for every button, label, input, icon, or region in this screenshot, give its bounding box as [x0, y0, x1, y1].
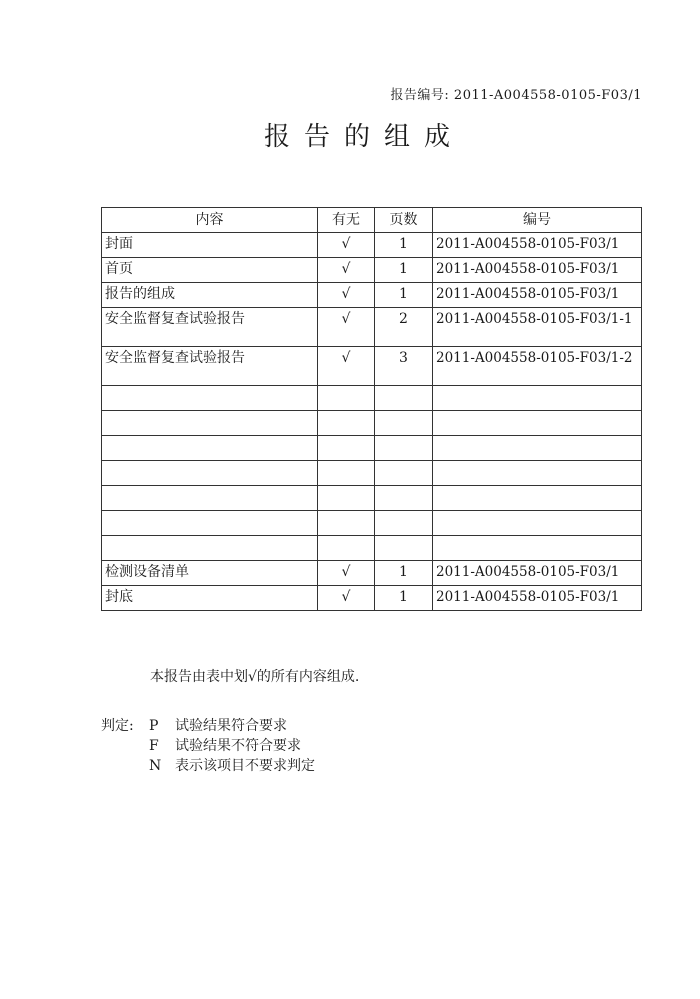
table-row	[102, 511, 642, 536]
cell-pages: 1	[375, 233, 433, 258]
cell-pages: 1	[375, 258, 433, 283]
cell-pages	[375, 461, 433, 486]
cell-code: 2011-A004558-0105-F03/1-1	[433, 308, 642, 347]
cell-content: 检测设备清单	[102, 561, 318, 586]
legend-row	[101, 756, 315, 776]
page-title: 报告的组成	[263, 122, 464, 152]
table-row	[102, 283, 642, 308]
table-row	[102, 561, 642, 586]
cell-pages: 2	[375, 308, 433, 347]
report-number-value: 2011-A004558-0105-F03/1	[453, 88, 642, 103]
cell-has: √	[318, 347, 375, 386]
cell-code	[433, 386, 642, 411]
cell-pages	[375, 411, 433, 436]
legend-label: 判定:	[101, 718, 134, 734]
cell-has	[318, 436, 375, 461]
cell-content	[102, 511, 318, 536]
table-header-row	[102, 208, 642, 233]
cell-pages: 1	[375, 586, 433, 611]
cell-pages	[375, 536, 433, 561]
cell-pages: 3	[375, 347, 433, 386]
cell-pages	[375, 436, 433, 461]
table-row	[102, 411, 642, 436]
cell-code: 2011-A004558-0105-F03/1	[433, 258, 642, 283]
table-row	[102, 308, 642, 347]
column-header-pages: 页数	[375, 208, 433, 233]
table-row	[102, 586, 642, 611]
cell-pages	[375, 486, 433, 511]
column-header-has: 有无	[318, 208, 375, 233]
cell-has: √	[318, 258, 375, 283]
table-row	[102, 233, 642, 258]
cell-pages	[375, 511, 433, 536]
cell-has: √	[318, 283, 375, 308]
legend-text: 试验结果符合要求	[175, 718, 287, 734]
cell-code	[433, 436, 642, 461]
cell-content	[102, 386, 318, 411]
cell-content: 首页	[102, 258, 318, 283]
table-row	[102, 386, 642, 411]
cell-has: √	[318, 561, 375, 586]
cell-has	[318, 486, 375, 511]
cell-has	[318, 536, 375, 561]
cell-code: 2011-A004558-0105-F03/1	[433, 283, 642, 308]
cell-code: 2011-A004558-0105-F03/1-2	[433, 347, 642, 386]
composition-note: 本报告由表中划√的所有内容组成.	[150, 669, 360, 685]
cell-pages: 1	[375, 561, 433, 586]
cell-has	[318, 511, 375, 536]
cell-has	[318, 411, 375, 436]
cell-content: 安全监督复查试验报告	[102, 308, 318, 347]
report-number	[390, 84, 642, 103]
cell-has: √	[318, 233, 375, 258]
cell-code: 2011-A004558-0105-F03/1	[433, 586, 642, 611]
cell-pages	[375, 386, 433, 411]
cell-has: √	[318, 308, 375, 347]
table-row	[102, 536, 642, 561]
table-row	[102, 486, 642, 511]
report-number-label: 报告编号:	[390, 88, 450, 103]
cell-code: 2011-A004558-0105-F03/1	[433, 561, 642, 586]
column-header-code: 编号	[433, 208, 642, 233]
cell-content: 报告的组成	[102, 283, 318, 308]
contents-table	[101, 207, 642, 611]
judgement-legend	[101, 716, 315, 776]
cell-content: 安全监督复查试验报告	[102, 347, 318, 386]
cell-content: 封底	[102, 586, 318, 611]
cell-code	[433, 461, 642, 486]
cell-code: 2011-A004558-0105-F03/1	[433, 233, 642, 258]
table-row	[102, 461, 642, 486]
cell-content	[102, 436, 318, 461]
cell-content	[102, 536, 318, 561]
table-row	[102, 258, 642, 283]
cell-content	[102, 486, 318, 511]
cell-has	[318, 386, 375, 411]
legend-text: 表示该项目不要求判定	[175, 758, 315, 774]
legend-text: 试验结果不符合要求	[175, 738, 301, 754]
table-row	[102, 347, 642, 386]
cell-has	[318, 461, 375, 486]
cell-code	[433, 511, 642, 536]
cell-code	[433, 536, 642, 561]
cell-code	[433, 486, 642, 511]
legend-code: N	[149, 758, 162, 774]
cell-content	[102, 461, 318, 486]
cell-content	[102, 411, 318, 436]
table-row	[102, 436, 642, 461]
legend-row	[101, 736, 315, 756]
cell-pages: 1	[375, 283, 433, 308]
legend-code: F	[149, 738, 159, 754]
legend-row	[101, 716, 315, 736]
cell-code	[433, 411, 642, 436]
cell-has: √	[318, 586, 375, 611]
cell-content: 封面	[102, 233, 318, 258]
legend-code: P	[149, 718, 159, 734]
column-header-content: 内容	[102, 208, 318, 233]
